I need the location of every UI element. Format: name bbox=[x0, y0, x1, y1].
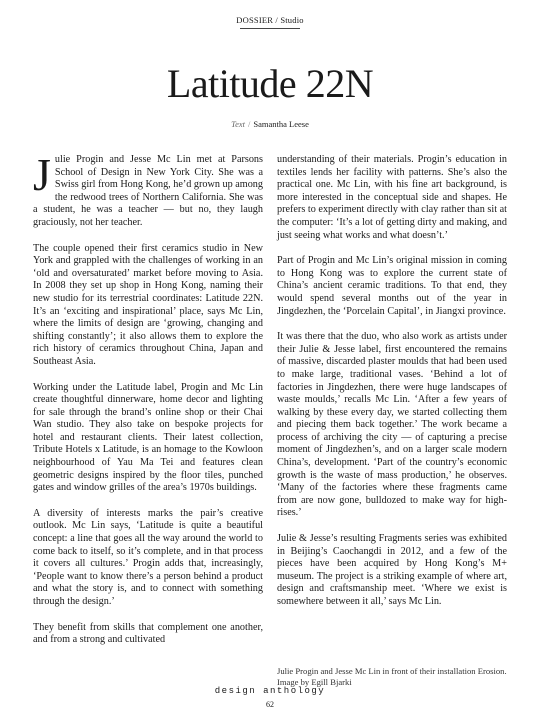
paragraph: It was there that the duo, who also work as artists under their Julie & Jesse label, first encountered the remains of massive, discarded plaster moulds that had been used to make large, traditional vases. ‘Behind a lot of factories in Jingdezhen, there were huge landscapes of waste moulds,’ recalls Mc Lin. ‘After a few years of walking by these every day, we started collecting them and piecing them back together.’ The work became a process of archiving the city — of capturing a precise moment of Jingdezhen’s, and on a larger scale modern China’s, development. ‘Part of the country’s economic growth is the waste of mass production,’ he observes. ‘Many of the factories where these fragments came from are now gone, bulldozed to make way for high-rises.’ bbox=[277, 331, 507, 519]
paragraph: A diversity of interests marks the pair’s creative outlook. Mc Lin says, ‘Latitude is quite a beautiful concept: a line that goes all the way around the world to come back to itself, so it’s complete, and in that process it covers all cultures.’ Progin adds that, increasingly, ‘People want to know there’s a person behind a product and what the story is, and to connect with something through the design.’ bbox=[33, 507, 263, 607]
section-header bbox=[0, 15, 540, 25]
paragraph: The couple opened their first ceramics studio in New York and grappled with the challenges of working in an ‘old and oversaturated’ market before moving to Asia. In 2008 they set up shop in Hong Kong, naming their new studio for its terrestrial coordinates: Latitude 22N. It’s an ‘exciting and inspirational’ place, says Mc Lin, where the limits of design are ‘growing, changing and shifting constantly’; it also allows them to explore the rich history of ceramics throughout China, Japan and Southeast Asia. bbox=[33, 242, 263, 367]
header-rule bbox=[240, 28, 300, 29]
article-title: Latitude 22N bbox=[166, 61, 374, 106]
byline-label: Text bbox=[231, 119, 245, 129]
drop-cap: J bbox=[33, 149, 51, 200]
paragraph: understanding of their materials. Progin’s education in textiles lends her facility with patterns. She’s also the practical one. Mc Lin, with his fine art background, is more interested in the conceptual side and shapes. He prefers to experiment directly with clay rather than sit at the computer: ‘It’s a lot of getting dirty and making, and just seeing what works and what doesn’t.’ bbox=[277, 154, 507, 241]
byline-separator: / bbox=[248, 119, 251, 129]
byline-author: Samantha Leese bbox=[253, 119, 309, 129]
paragraph: Working under the Latitude label, Progin and Mc Lin create thoughtful dinnerware, home decor and lighting for sale through the brand’s online shop or their Chai Wan studio. They also take on bespoke projects for hotel and restaurant clients. Their latest collection, Tribute Hotels x Latitude, is an homage to the Kowloon neighbourhood of Yau Ma Tei and features clean geometric designs inspired by the floor tiles, punched gates and window grilles of the area’s 1970s buildings. bbox=[33, 381, 263, 494]
article-column-left bbox=[33, 149, 263, 660]
paragraph: Julie Progin and Jesse Mc Lin met at Parsons School of Design in New York City. She was a Swiss girl from Hong Kong, he’d grown up among the redwood trees of Northern California. She was a student, he was a teacher — but no, they laugh graciously, not her teacher. bbox=[33, 149, 263, 228]
image-caption: Julie Progin and Jesse Mc Lin in front of their installation Erosion. Image by Egill Bjarki bbox=[277, 666, 507, 687]
byline bbox=[0, 119, 540, 129]
paragraph: They benefit from skills that complement one another, and from a strong and cultivated bbox=[33, 621, 263, 646]
article-column-right bbox=[277, 154, 507, 622]
paragraph: Julie & Jesse’s resulting Fragments series was exhibited in Beijing’s Caochangdi in 2012, and a few of the pieces have been acquired by Hong Kong’s M+ museum. The project is a striking example of where art, design and craftsmanship meet. ‘Where we exist is somewhere between it all,’ says Mc Lin. bbox=[277, 533, 507, 607]
section-label: DOSSIER / Studio bbox=[236, 15, 304, 25]
page-number: 62 bbox=[266, 700, 274, 709]
magazine-brand: design anthology bbox=[214, 686, 326, 696]
paragraph: Part of Progin and Mc Lin’s original mission in coming to Hong Kong was to explore the current state of China’s ancient ceramic traditions. To that end, they would spend several months out of the year in Jingdezhen, the ‘Porcelain Capital’, in Jiangxi province. bbox=[277, 255, 507, 317]
